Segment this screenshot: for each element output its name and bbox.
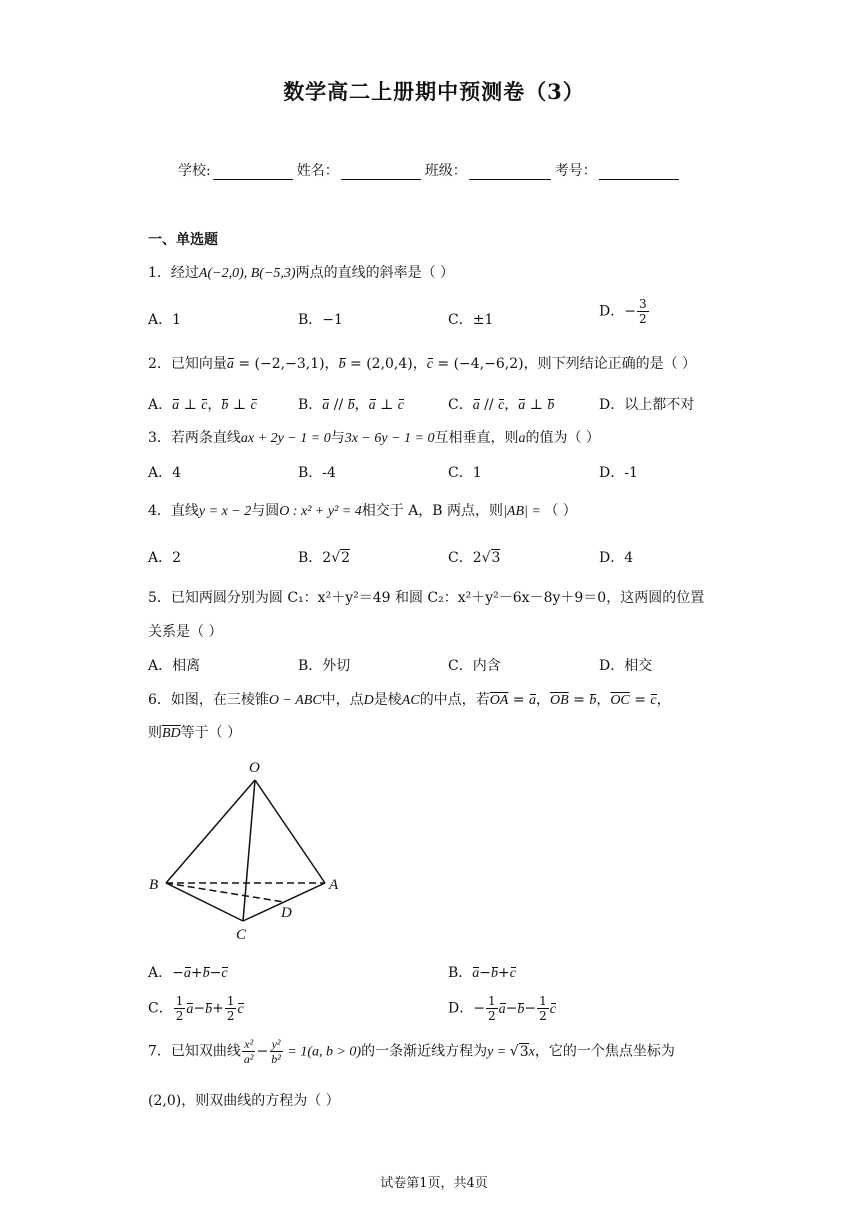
q3-eq1: ax + 2y − 1 = 0 bbox=[240, 431, 331, 446]
parallel-symbol: // bbox=[479, 397, 499, 413]
q3-stem-suffix: 的值为（ ） bbox=[525, 430, 600, 446]
label-a: A bbox=[329, 877, 339, 893]
q6-a-label: A． bbox=[148, 965, 173, 981]
q2-a-label: A． bbox=[148, 397, 173, 413]
q6-edge: AC bbox=[401, 693, 420, 708]
q6-option-d: D．− $\frac{1}{2}$ a−b− $\frac{1}{2}$ c bbox=[448, 994, 556, 1023]
q3-option-c: C．1 bbox=[448, 465, 482, 481]
q6-vec-oc: $\overline{OC}$ bbox=[610, 693, 630, 708]
q6-point-d: D bbox=[363, 693, 374, 708]
class-label: 班级： bbox=[424, 163, 467, 179]
q6-c-label: C． bbox=[148, 1000, 173, 1017]
q6-vec-bd: $\overline{BD}$ bbox=[162, 726, 181, 741]
q4-option-b: B．2√2 bbox=[298, 550, 351, 566]
q7-cond: = 1(a, b > 0) bbox=[283, 1044, 362, 1060]
q1-d-prefix: D．− bbox=[599, 303, 636, 320]
q6-option-b: B．a−b+c bbox=[448, 965, 516, 981]
label-d: D bbox=[281, 905, 292, 921]
q4-option-a: A．2 bbox=[148, 550, 182, 566]
q4-option-d: D．4 bbox=[599, 550, 634, 566]
q3-mid: 与 bbox=[330, 430, 345, 446]
q3-option-b: B．-4 bbox=[298, 465, 336, 481]
q6-stem-mid3: 的中点，若 bbox=[419, 692, 490, 708]
question-6-line2 bbox=[148, 722, 241, 742]
q4-b-prefix: B．2 bbox=[298, 550, 332, 566]
q6-vec-oa: $\overline{OA}$ bbox=[489, 693, 509, 708]
q2-option-c: C．a // c，a ⊥ b bbox=[448, 397, 555, 413]
vec-b: b bbox=[338, 357, 346, 372]
separator: ， bbox=[207, 397, 222, 413]
student-info-line bbox=[178, 160, 683, 180]
label-b: B bbox=[149, 877, 159, 893]
q4-mid: 与圆 bbox=[251, 503, 280, 519]
q7-stem-prefix: 7．已知双曲线 bbox=[148, 1043, 241, 1060]
perp-symbol: ⊥ bbox=[228, 397, 251, 413]
label-c: C bbox=[236, 927, 247, 943]
q2-stem-suffix: 则下列结论正确的是（ ） bbox=[537, 356, 697, 372]
question-4 bbox=[148, 500, 577, 520]
q1-stem-prefix: 1．经过 bbox=[148, 265, 199, 281]
q5-option-c: C．内含 bbox=[448, 658, 501, 674]
q3-stem-prefix: 3．若两条直线 bbox=[148, 430, 241, 446]
q4-option-c: C．2√3 bbox=[448, 550, 501, 566]
q6-eq-a: = bbox=[508, 692, 529, 708]
q1-option-a: A．1 bbox=[148, 312, 182, 328]
q4-c-prefix: C．2 bbox=[448, 550, 482, 566]
name-label: 姓名： bbox=[296, 163, 339, 179]
separator: ， bbox=[504, 397, 519, 413]
perp-symbol: ⊥ bbox=[375, 397, 398, 413]
q3-option-a: A．4 bbox=[148, 465, 182, 481]
perp-symbol: ⊥ bbox=[525, 397, 548, 413]
q4-ab: |AB| = bbox=[503, 504, 545, 519]
q1-stem-suffix: 两点的直线的斜率是（ ） bbox=[295, 265, 455, 281]
q3-option-d: D．-1 bbox=[599, 465, 638, 481]
q7-asym: y = bbox=[487, 1044, 510, 1060]
q2-b-label: B． bbox=[298, 397, 323, 413]
edge-oa bbox=[255, 780, 325, 883]
q2-option-d: D．以上都不对 bbox=[599, 397, 695, 413]
q4-stem-suffix: （ ） bbox=[544, 503, 577, 519]
edge-ob bbox=[166, 780, 255, 883]
q6-line2-prefix: 则 bbox=[148, 725, 162, 741]
q7-line2-suffix: ，则双曲线的方程为（ ） bbox=[181, 1093, 340, 1109]
q6-pyramid: O − ABC bbox=[268, 693, 322, 708]
q4-b-radicand: 2 bbox=[341, 550, 351, 566]
question-7-line1: 7．已知双曲线 $\frac{\text{x²}}{\text{a²}}$ − $\frac{\text{y²}}{\text{b²}}$ = 1(a, b > 0)的一条渐近线方程为y = √3x，它的一个焦点坐标为 bbox=[148, 1037, 675, 1066]
page-title: 数学高二上册期中预测卷（3） bbox=[283, 79, 585, 104]
q6-line2-suffix: 等于（ ） bbox=[180, 725, 242, 741]
q3-stem-mid2: 互相垂直，则 bbox=[434, 430, 519, 446]
q6-stem-mid2: 是棱 bbox=[373, 692, 402, 708]
perp-symbol: ⊥ bbox=[179, 397, 202, 413]
label-o: O bbox=[249, 760, 260, 776]
q7-stem-suffix: ，它的一个焦点坐标为 bbox=[534, 1043, 675, 1060]
q5-option-b: B．外切 bbox=[298, 658, 351, 674]
exam-no-blank bbox=[599, 163, 679, 180]
vec-a: a bbox=[226, 357, 234, 372]
q2-c-label: C． bbox=[448, 397, 473, 413]
q3-var: a bbox=[518, 431, 526, 446]
q1-option-b: B．−1 bbox=[298, 312, 343, 328]
q4-stem-mid2: 相交于 A，B 两点，则 bbox=[361, 503, 504, 519]
q6-eq-c: = bbox=[629, 692, 651, 708]
tetrahedron-figure bbox=[140, 755, 350, 945]
q6-option-c: C． $\frac{1}{2}$ a−b+ $\frac{1}{2}$ c bbox=[148, 994, 244, 1023]
name-blank bbox=[341, 163, 421, 180]
section-heading: 一、单选题 bbox=[148, 232, 218, 248]
q6-stem-prefix: 6．如图，在三棱锥 bbox=[148, 692, 269, 708]
q2-b-val: = (2,0,4)， bbox=[345, 356, 427, 372]
separator: ， bbox=[354, 397, 369, 413]
q6-vec-ob: $\overline{OB}$ bbox=[550, 693, 569, 708]
q4-stem-prefix: 4．直线 bbox=[148, 503, 199, 519]
q7-stem-mid: 的一条渐近线方程为 bbox=[361, 1043, 488, 1060]
class-blank bbox=[469, 163, 551, 180]
q5-option-d: D．相交 bbox=[599, 658, 653, 674]
question-6-line1: 6．如图，在三棱锥O − ABC中，点D是棱AC的中点，若$\overline{OA} = a$，$\overline{OB} = b$，$\overline{OC} = c$， bbox=[148, 692, 671, 708]
edge-oc bbox=[243, 780, 255, 921]
question-1 bbox=[148, 262, 454, 282]
q1-option-d bbox=[599, 297, 650, 326]
question-2 bbox=[148, 353, 696, 373]
q1-d-num: 3 bbox=[638, 297, 647, 311]
q6-eq-b: = bbox=[568, 692, 590, 708]
exam-no-label: 考号： bbox=[554, 163, 597, 179]
question-7-line2 bbox=[148, 1090, 340, 1110]
q5-option-a: A．相离 bbox=[148, 658, 201, 674]
q3-eq2: 3x − 6y − 1 = 0 bbox=[344, 431, 435, 446]
q4-c-radicand: 3 bbox=[491, 550, 501, 566]
q1-points: A(−2,0), B(−5,3) bbox=[198, 266, 296, 281]
q2-stem-prefix: 2．已知向量 bbox=[148, 356, 227, 372]
q4-circle: O : x² + y² = 4 bbox=[279, 504, 362, 519]
question-5-line1: 5．已知两圆分别为圆 C₁：x²＋y²＝49 和圆 C₂：x²＋y²－6x－8y＋9＝0，这两圆的位置 bbox=[148, 590, 705, 606]
page-footer: 试卷第1页，共4页 bbox=[380, 1176, 488, 1191]
q7-focus-point: (2,0) bbox=[148, 1093, 182, 1109]
q1-option-c: C．±1 bbox=[448, 312, 494, 328]
q1-d-den: 2 bbox=[638, 312, 647, 326]
q6-d-label: D． bbox=[448, 1000, 474, 1017]
q4-line: y = x − 2 bbox=[198, 504, 252, 519]
school-blank bbox=[213, 163, 293, 180]
question-5-line2: 关系是（ ） bbox=[148, 624, 223, 640]
q6-option-a: A．−a+b−c bbox=[148, 965, 228, 981]
q2-option-b: B．a // b，a ⊥ c bbox=[298, 397, 404, 413]
q7-asym-x: x bbox=[528, 1044, 535, 1060]
question-3 bbox=[148, 427, 600, 447]
q6-stem-mid: 中，点 bbox=[321, 692, 364, 708]
q1-d-fraction bbox=[637, 297, 649, 326]
q2-option-a: A．a ⊥ c，b ⊥ c bbox=[148, 397, 257, 413]
q6-b-label: B． bbox=[448, 965, 473, 981]
parallel-symbol: // bbox=[329, 397, 348, 413]
school-label: 学校: bbox=[178, 163, 211, 179]
q2-c-val: = (−4,−6,2)， bbox=[432, 356, 538, 372]
q2-a-val: = (−2,−3,1)， bbox=[233, 356, 339, 372]
vec-c: c bbox=[426, 357, 433, 372]
